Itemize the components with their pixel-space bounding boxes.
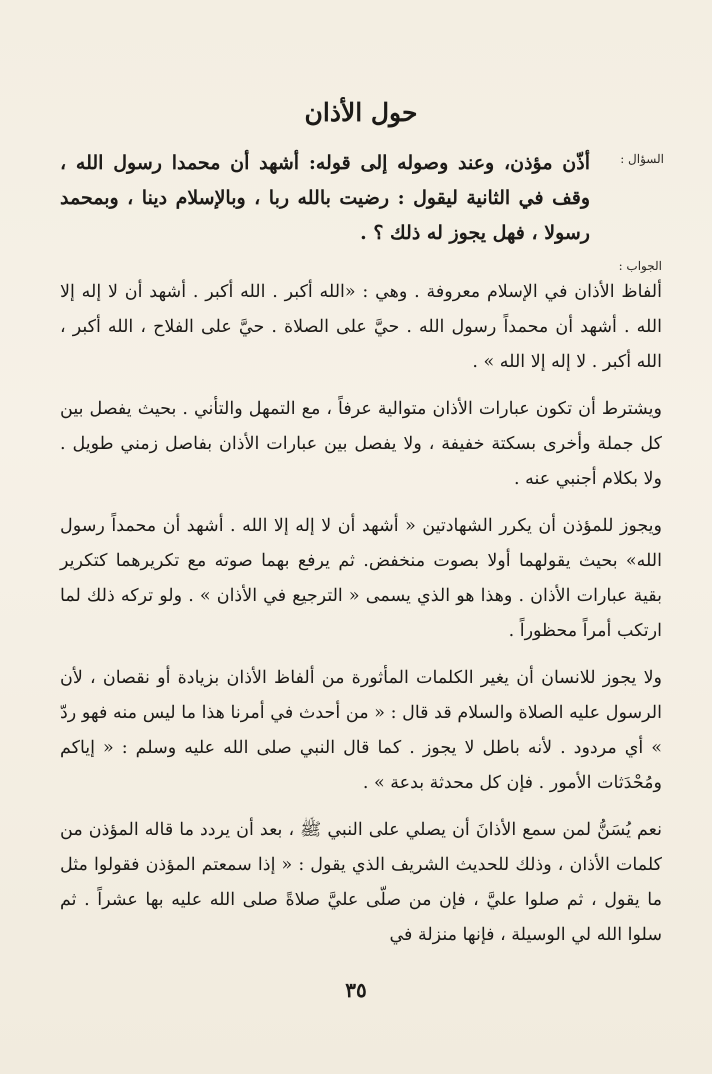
answer-label: الجواب : [618, 259, 662, 273]
question-label: السؤال : [620, 152, 664, 166]
answer-paragraph-3: ويجوز للمؤذن أن يكرر الشهادتين « أشهد أن لا إله إلا الله . أشهد أن محمداً رسول الله» بحيث يقولهما أولا بصوت منخفض. ثم يرفع بهما صوته مع تكريرهما كتكرير بقية عبارات الأذان . وهذا هو الذي يسمى « الترجيع في الأذان » . ولو تركه ذلك لما ارتكب أمراً محظوراً . [60, 516, 662, 641]
answer-paragraph-2: ويشترط أن تكون عبارات الأذان متوالية عرفاً ، مع التمهل والتأني . بحيث يفصل بين كل جملة وأخرى بسكتة خفيفة ، ولا يفصل بين عبارات الأذان بفاصل زمني طويل . ولا بكلام أجنبي عنه . [60, 399, 662, 489]
question-text: أذّن مؤذن، وعند وصوله إلى قوله: أشهد أن محمدا رسول الله ، وقف في الثانية ليقول : رضيت بالله ربا ، وبالإسلام دينا ، وبمحمد رسولا ، فهل يجوز له ذلك ؟ . [60, 152, 590, 244]
page-title: حول الأذان [304, 98, 418, 127]
page-number: ٣٥ [345, 978, 367, 1002]
answer-paragraph-1: ألفاظ الأذان في الإسلام معروفة . وهي : «الله أكبر . الله أكبر . أشهد أن لا إله إلا الله . أشهد أن محمداً رسول الله . حيَّ على الصلاة . حيَّ على الفلاح ، الله أكبر ، الله أكبر . لا إله إلا الله » . [60, 282, 662, 372]
answer-paragraph-4: ولا يجوز للانسان أن يغير الكلمات المأثورة من ألفاظ الأذان بزيادة أو نقصان ، لأن الرسول عليه الصلاة والسلام قد قال : « من أحدث في أمرنا هذا ما ليس منه فهو ردّ » أي مردود . لأنه باطل لا يجوز . كما قال النبي صلى الله عليه وسلم : « إياكم ومُحْدَثات الأمور . فإن كل محدثة بدعة » . [60, 668, 662, 793]
question-block [60, 146, 662, 251]
answer-paragraph-5: نعم يُسَنُّ لمن سمع الأذانَ أن يصلي على النبي ﷺ ، بعد أن يردد ما قاله المؤذن من كلمات الأذان ، وذلك للحديث الشريف الذي يقول : « إذا سمعتم المؤذن فقولوا مثل ما يقول ، ثم صلوا عليَّ ، فإن من صلّى عليَّ صلاةً صلى الله عليه بها عشراً . ثم سلوا الله لي الوسيلة ، فإنها منزلة في [60, 820, 662, 945]
